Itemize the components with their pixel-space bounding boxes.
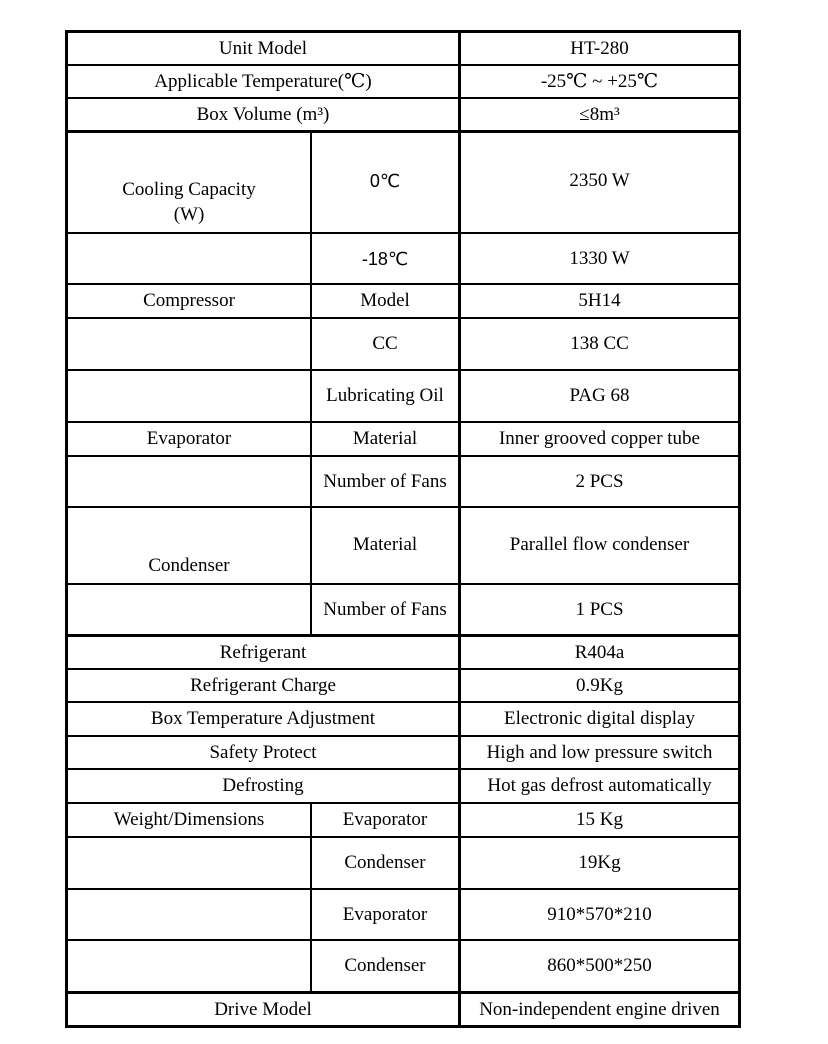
evaporator-value: Inner grooved copper tube bbox=[498, 428, 700, 449]
unit-model-label: Unit Model bbox=[218, 37, 308, 59]
table-border-bottom bbox=[65, 1025, 741, 1028]
refrigerant-charge-label: Refrigerant Charge bbox=[190, 674, 336, 696]
defrosting-value: Hot gas defrost automatically bbox=[487, 775, 712, 796]
condenser-value: 1 PCS bbox=[575, 598, 624, 620]
condenser-value: Parallel flow condenser bbox=[509, 534, 690, 555]
compressor-item: Lubricating Oil bbox=[326, 385, 444, 406]
compressor-item: CC bbox=[372, 333, 398, 354]
box-volume-value: ≤8m³ bbox=[579, 103, 620, 125]
drive-model-value: Non-independent engine driven bbox=[479, 998, 720, 1020]
cooling-condition: 0℃ bbox=[369, 171, 401, 191]
cooling-capacity-value: 2350 W bbox=[569, 170, 630, 191]
box-temperature-adjustment-label: Box Temperature Adjustment bbox=[150, 708, 376, 729]
evaporator-value: 2 PCS bbox=[575, 470, 624, 492]
condenser-item: Material bbox=[352, 534, 418, 555]
cooling-capacity-value: 1330 W bbox=[569, 247, 630, 269]
defrosting-label: Defrosting bbox=[222, 775, 304, 796]
refrigerant-charge-value: 0.9Kg bbox=[576, 674, 623, 696]
refrigerant-value: R404a bbox=[574, 641, 625, 663]
compressor-label: Compressor bbox=[143, 290, 235, 311]
evaporator-item: Number of Fans bbox=[323, 470, 447, 492]
evaporator-label: Evaporator bbox=[146, 428, 232, 449]
table-border-right bbox=[738, 30, 741, 1028]
weight-dimensions-item: Evaporator bbox=[342, 809, 428, 830]
cooling-condition: -18℃ bbox=[361, 248, 409, 269]
weight-dimensions-value: 860*500*250 bbox=[547, 955, 652, 976]
compressor-value: PAG 68 bbox=[569, 385, 630, 406]
weight-dimensions-item: Condenser bbox=[344, 955, 426, 976]
weight-dimensions-value: 19Kg bbox=[578, 852, 621, 873]
applicable-temperature-value: -25℃ ~ +25℃ bbox=[540, 70, 659, 92]
box-temperature-adjustment-value: Electronic digital display bbox=[503, 708, 695, 729]
weight-dimensions-value: 910*570*210 bbox=[547, 903, 652, 925]
condenser-item: Number of Fans bbox=[323, 598, 447, 620]
unit-model-value: HT-280 bbox=[570, 37, 629, 59]
safety-protect-label: Safety Protect bbox=[209, 741, 317, 763]
evaporator-item: Material bbox=[352, 428, 418, 449]
weight-dimensions-label: Weight/Dimensions bbox=[113, 809, 265, 830]
row-divider bbox=[65, 130, 741, 133]
cooling-capacity-label: Cooling Capacity bbox=[122, 179, 256, 200]
weight-dimensions-value: 15 Kg bbox=[576, 809, 623, 830]
compressor-item: Model bbox=[360, 290, 410, 311]
weight-dimensions-item: Condenser bbox=[344, 852, 426, 873]
compressor-value: 5H14 bbox=[578, 290, 621, 311]
cooling-capacity-unit: (W) bbox=[173, 204, 205, 225]
compressor-value: 138 CC bbox=[570, 333, 629, 354]
box-volume-label: Box Volume (m³) bbox=[196, 103, 330, 125]
refrigerant-label: Refrigerant bbox=[219, 641, 307, 663]
applicable-temperature-label: Applicable Temperature(℃) bbox=[154, 70, 372, 92]
drive-model-label: Drive Model bbox=[214, 998, 312, 1020]
condenser-label: Condenser bbox=[148, 555, 230, 576]
weight-dimensions-item: Evaporator bbox=[342, 903, 428, 925]
row-divider bbox=[65, 506, 741, 508]
safety-protect-value: High and low pressure switch bbox=[486, 741, 713, 763]
